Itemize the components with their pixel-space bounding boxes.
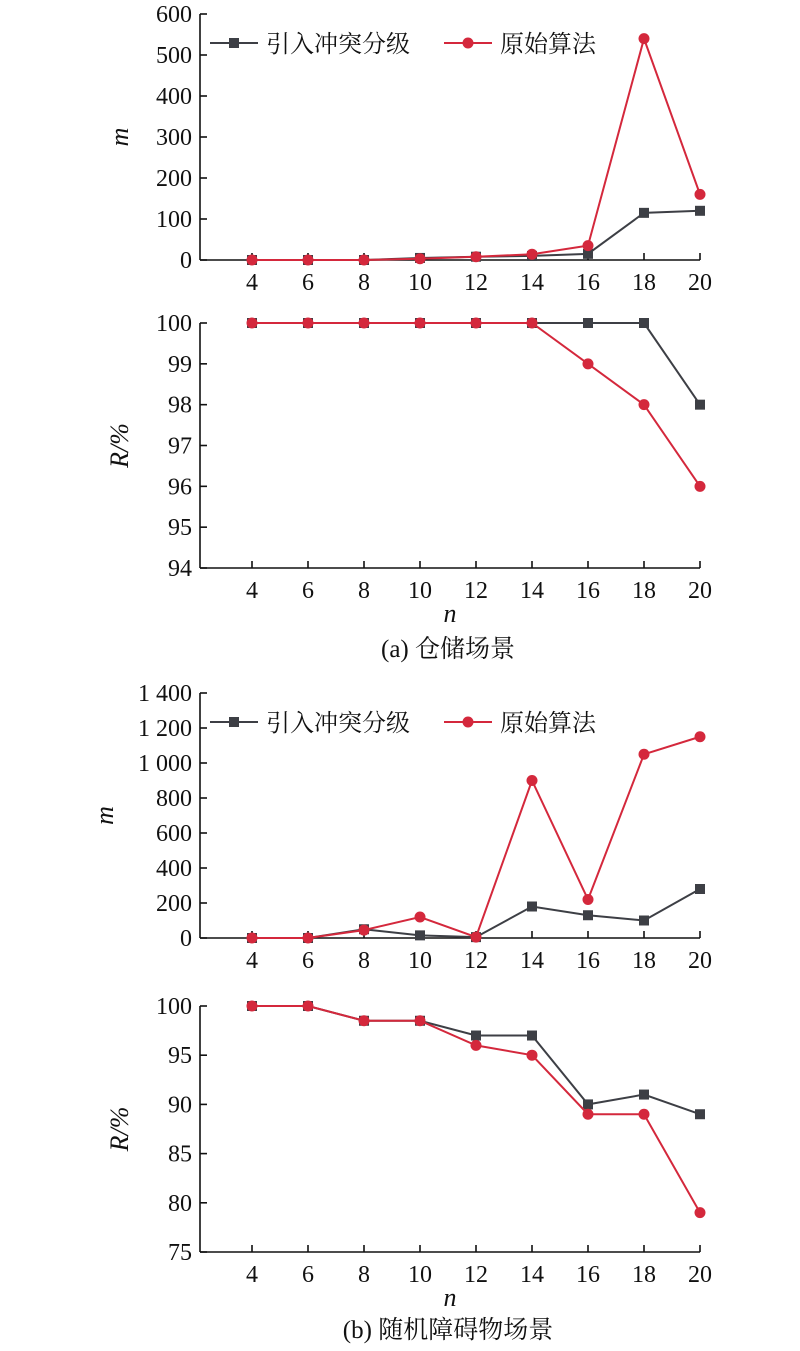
- data-point-conflict: [583, 1099, 593, 1109]
- data-point-original: [247, 255, 258, 266]
- subplot-a_r: [105, 311, 712, 628]
- data-point-conflict: [471, 1031, 481, 1041]
- data-point-original: [583, 358, 594, 369]
- y-tick-label: 200: [156, 891, 192, 917]
- y-tick-label: 1 000: [138, 751, 192, 777]
- y-tick-label: 0: [180, 926, 192, 952]
- x-tick-label: 8: [358, 1262, 370, 1288]
- x-tick-label: 8: [358, 270, 370, 296]
- legend: [210, 709, 597, 737]
- x-tick-label: 6: [302, 578, 314, 604]
- x-tick-label: 16: [576, 1262, 600, 1288]
- data-point-conflict: [695, 400, 705, 410]
- x-tick-label: 10: [408, 1262, 432, 1288]
- y-tick-label: 95: [168, 1043, 192, 1070]
- y-axis-label: R/%: [105, 1106, 134, 1152]
- y-axis-label: m: [105, 127, 134, 147]
- x-tick-label: 12: [464, 578, 488, 604]
- data-point-conflict: [695, 1109, 705, 1119]
- series-line-conflict: [252, 323, 700, 405]
- series-line-original: [252, 39, 700, 260]
- y-tick-label: 94: [168, 556, 192, 582]
- x-tick-label: 20: [688, 948, 712, 974]
- y-tick-label: 95: [168, 515, 192, 542]
- x-tick-label: 6: [302, 948, 314, 974]
- x-tick-label: 18: [632, 270, 656, 296]
- y-tick-label: 1 400: [138, 681, 192, 707]
- x-tick-label: 4: [246, 270, 258, 296]
- subplot-b_m: [90, 681, 712, 974]
- data-point-original: [359, 1015, 370, 1026]
- data-point-original: [695, 1207, 706, 1218]
- legend-label-conflict: 引入冲突分级: [266, 709, 410, 737]
- data-point-original: [415, 318, 426, 329]
- data-point-original: [527, 249, 538, 260]
- data-point-original: [639, 33, 650, 44]
- data-point-conflict: [583, 318, 593, 328]
- data-point-original: [695, 481, 706, 492]
- y-tick-label: 0: [180, 248, 192, 274]
- y-tick-label: 75: [168, 1240, 192, 1266]
- x-tick-label: 14: [520, 1262, 544, 1288]
- data-point-original: [695, 189, 706, 200]
- y-tick-label: 800: [156, 786, 192, 812]
- x-tick-label: 20: [688, 270, 712, 296]
- x-tick-label: 18: [632, 1262, 656, 1288]
- data-point-original: [583, 240, 594, 251]
- y-tick-label: 1 200: [138, 716, 192, 742]
- legend-marker-square-icon: [229, 717, 239, 727]
- x-tick-label: 16: [576, 270, 600, 296]
- data-point-original: [695, 731, 706, 742]
- data-point-original: [247, 318, 258, 329]
- y-tick-label: 600: [156, 2, 192, 28]
- series-line-conflict: [252, 889, 700, 938]
- data-point-original: [415, 1015, 426, 1026]
- caption-b: (b) 随机障碍物场景: [342, 1317, 554, 1344]
- data-point-original: [639, 749, 650, 760]
- y-tick-label: 98: [168, 392, 192, 419]
- data-point-original: [247, 1001, 258, 1012]
- x-tick-label: 6: [302, 270, 314, 296]
- data-point-original: [303, 255, 314, 266]
- data-point-original: [303, 1001, 314, 1012]
- y-tick-label: 80: [168, 1190, 192, 1217]
- y-tick-label: 300: [156, 125, 192, 151]
- data-point-conflict: [639, 208, 649, 218]
- legend-label-conflict: 引入冲突分级: [266, 30, 410, 58]
- data-point-original: [303, 933, 314, 944]
- data-point-conflict: [415, 930, 425, 940]
- data-point-original: [471, 1040, 482, 1051]
- data-point-original: [527, 775, 538, 786]
- data-point-original: [471, 251, 482, 262]
- data-point-original: [415, 253, 426, 264]
- y-tick-label: 90: [168, 1092, 192, 1119]
- x-tick-label: 12: [464, 1262, 488, 1288]
- data-point-conflict: [527, 902, 537, 912]
- y-tick-label: 99: [168, 351, 192, 378]
- y-axis-label: m: [90, 806, 119, 825]
- data-point-original: [527, 318, 538, 329]
- y-tick-label: 600: [156, 821, 192, 847]
- series-line-conflict: [252, 1006, 700, 1114]
- legend-marker-square-icon: [229, 38, 239, 48]
- data-point-original: [527, 1050, 538, 1061]
- x-tick-label: 10: [408, 948, 432, 974]
- y-axis-label: R/%: [105, 423, 134, 468]
- series-line-original: [252, 323, 700, 486]
- data-point-original: [471, 318, 482, 329]
- x-tick-label: 20: [688, 578, 712, 604]
- x-tick-label: 18: [632, 578, 656, 604]
- data-point-original: [247, 933, 258, 944]
- x-tick-label: 16: [576, 578, 600, 604]
- subplot-b_r: [105, 994, 712, 1312]
- x-tick-label: 12: [464, 270, 488, 296]
- y-tick-label: 97: [168, 433, 192, 460]
- data-point-original: [639, 399, 650, 410]
- x-tick-label: 8: [358, 948, 370, 974]
- y-tick-label: 96: [168, 474, 192, 501]
- subplot-a_m: [105, 2, 712, 296]
- x-tick-label: 4: [246, 578, 258, 604]
- y-tick-label: 100: [156, 311, 192, 337]
- x-tick-label: 10: [408, 578, 432, 604]
- x-tick-label: 12: [464, 948, 488, 974]
- x-tick-label: 10: [408, 270, 432, 296]
- data-point-conflict: [695, 206, 705, 216]
- legend-marker-circle-icon: [463, 717, 474, 728]
- x-tick-label: 18: [632, 948, 656, 974]
- x-tick-label: 14: [520, 948, 544, 974]
- x-tick-label: 4: [246, 948, 258, 974]
- data-point-original: [583, 1109, 594, 1120]
- y-tick-label: 100: [156, 994, 192, 1020]
- data-point-conflict: [639, 1090, 649, 1100]
- data-point-conflict: [639, 318, 649, 328]
- y-tick-label: 400: [156, 856, 192, 882]
- y-tick-label: 400: [156, 84, 192, 110]
- caption-a: (a) 仓储场景: [381, 636, 515, 663]
- x-tick-label: 16: [576, 948, 600, 974]
- x-tick-label: 14: [520, 270, 544, 296]
- x-axis-label: n: [443, 599, 457, 628]
- data-point-original: [415, 912, 426, 923]
- x-tick-label: 20: [688, 1262, 712, 1288]
- data-point-original: [359, 318, 370, 329]
- data-point-original: [359, 255, 370, 266]
- data-point-original: [303, 318, 314, 329]
- y-tick-label: 500: [156, 43, 192, 69]
- data-point-original: [639, 1109, 650, 1120]
- legend-marker-circle-icon: [463, 38, 474, 49]
- legend: [210, 30, 597, 58]
- data-point-conflict: [639, 916, 649, 926]
- x-tick-label: 14: [520, 578, 544, 604]
- data-point-original: [471, 932, 482, 943]
- legend-label-original: 原始算法: [500, 709, 596, 737]
- y-tick-label: 85: [168, 1141, 192, 1168]
- x-tick-label: 6: [302, 1262, 314, 1288]
- y-tick-label: 100: [156, 207, 192, 233]
- data-point-conflict: [695, 884, 705, 894]
- y-tick-label: 200: [156, 166, 192, 192]
- series-line-original: [252, 737, 700, 938]
- data-point-original: [359, 925, 370, 936]
- x-tick-label: 4: [246, 1262, 258, 1288]
- x-tick-label: 8: [358, 578, 370, 604]
- x-axis-label: n: [443, 1283, 457, 1312]
- data-point-conflict: [527, 1031, 537, 1041]
- data-point-conflict: [583, 910, 593, 920]
- legend-label-original: 原始算法: [500, 30, 596, 58]
- data-point-original: [583, 894, 594, 905]
